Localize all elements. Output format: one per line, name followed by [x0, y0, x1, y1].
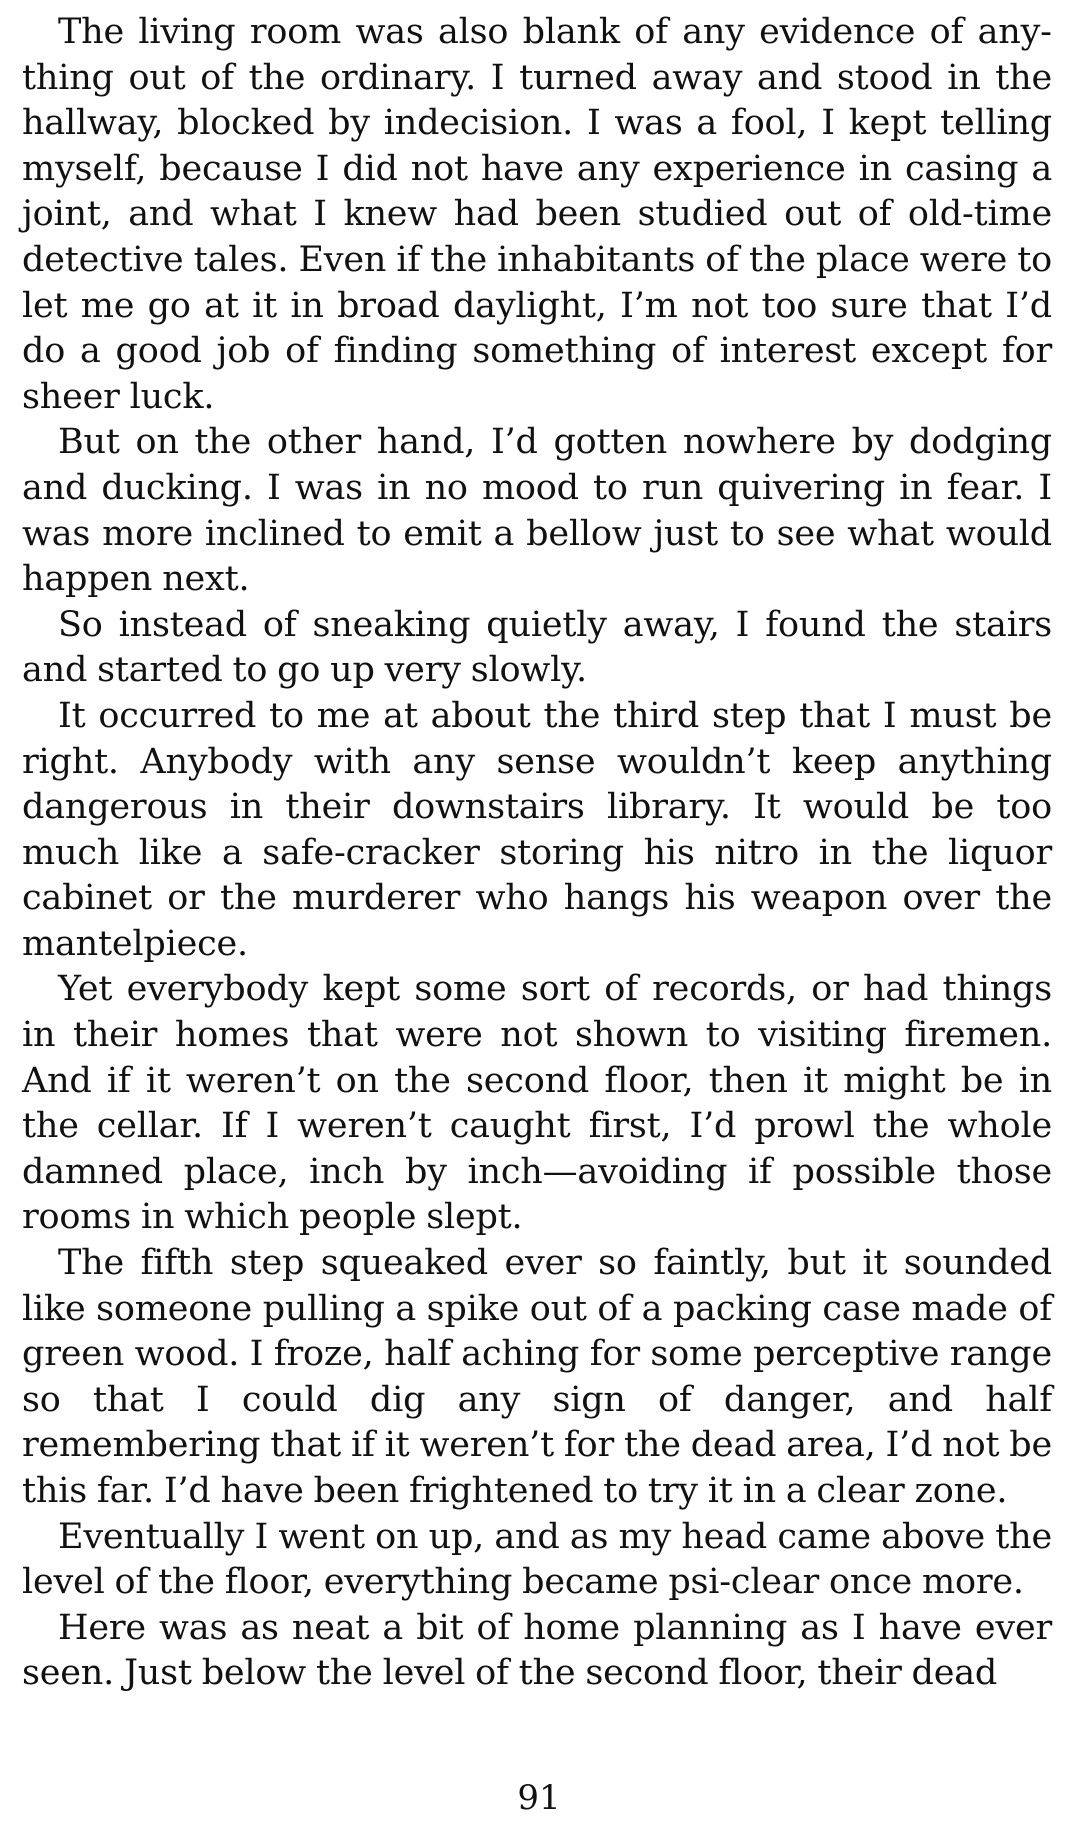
paragraph: Eventually I went on up, and as my head came above the level of the floor, everything became psi-clear once more.: [22, 1516, 1052, 1603]
paragraph: It occurred to me at about the third step that I must be right. Anybody with any sense wouldn’t keep anything dangerous in their downstairs library. It would be too much like a safe-cracker storing his nitro in the liquor cabinet or the murderer who hangs his weapon over the mantelpiece.: [22, 695, 1052, 964]
paragraph: The fifth step squeaked ever so faintly, but it sounded like someone pulling a spike out of a packing case made of green wood. I froze, half aching for some perceptive range so that I could dig any sign of danger, and half remembering that if it weren’t for the dead area, I’d not be this far. I’d have been frightened to try it in a clear zone.: [22, 1243, 1052, 1511]
page-body: [22, 10, 1052, 1697]
paragraph: So instead of sneaking quietly away, I found the stairs and started to go up very slowly.: [22, 604, 1052, 691]
paragraph: The living room was also blank of any evidence of anything out of the ordinary. I turned away and stood in the hallway, blocked by indecision. I was a fool, I kept telling myself, because I did not have any experience in casing a joint, and what I knew had been studied out of old-time detective tales. Even if the inhabitants of the place were to let me go at it in broad daylight, I’m not too sure that I’d do a good job of finding something of interest except for sheer luck.: [22, 12, 1052, 417]
paragraph: But on the other hand, I’d gotten nowhere by dodging and ducking. I was in no mood to run quivering in fear. I was more inclined to emit a bellow just to see what would happen next.: [22, 422, 1052, 600]
paragraph: Here was as neat a bit of home planning as I have ever seen. Just below the level of the second floor, their dead: [22, 1607, 1052, 1694]
page-number: 91: [517, 1778, 561, 1818]
paragraph: Yet everybody kept some sort of records, or had things in their homes that were not shown to visiting firemen. And if it weren’t on the second floor, then it might be in the cellar. If I weren’t caught first, I’d prowl the whole damned place, inch by inch—avoiding if possible those rooms in which people slept.: [22, 969, 1052, 1238]
